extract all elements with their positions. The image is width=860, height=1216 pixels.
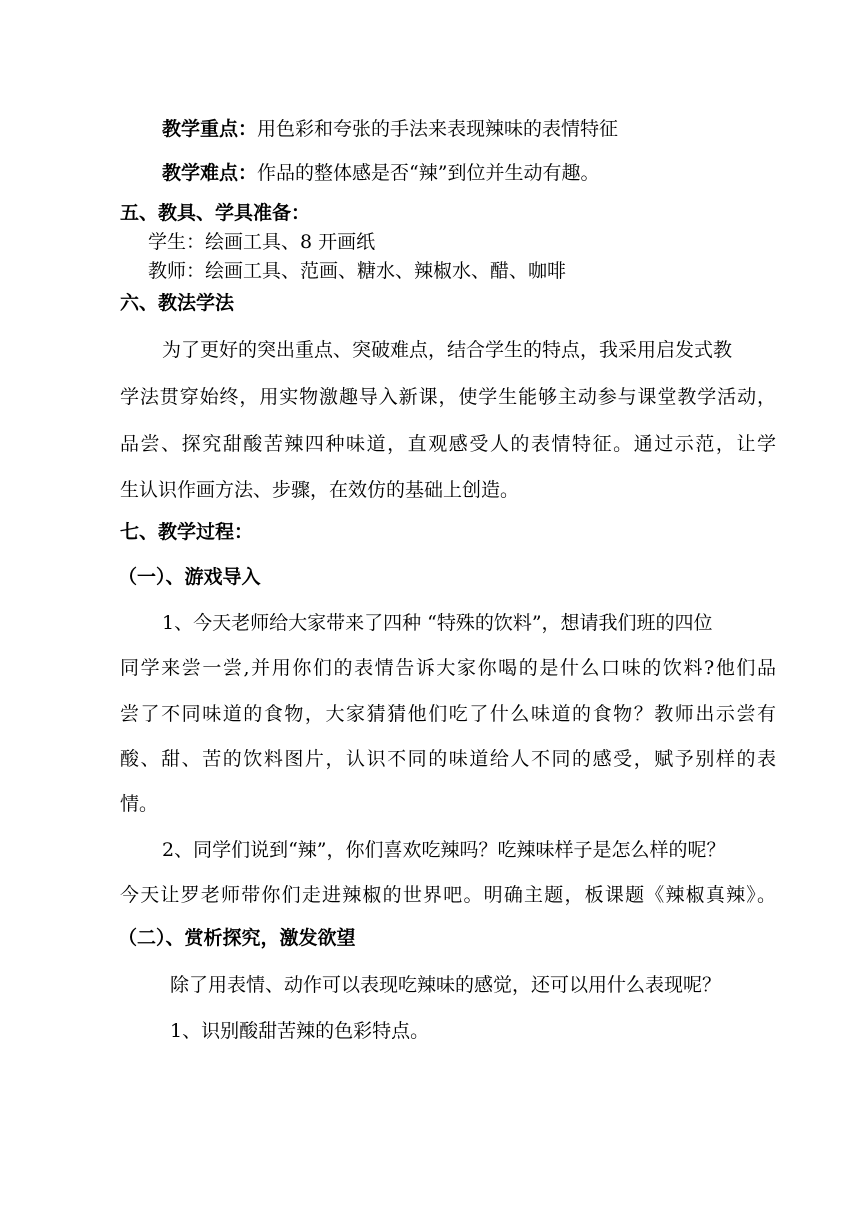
section6-heading: 六、教法学法: [120, 292, 235, 314]
part1-para1-line: 1、今天老师给大家带来了四种 “特殊的饮料”，想请我们班的四位: [162, 612, 713, 634]
key-point: [162, 116, 618, 142]
section6-line: 为了更好的突出重点、突破难点，结合学生的特点，我采用启发式教: [162, 339, 733, 361]
part1-para2-line: 今天让罗老师带你们走进辣椒的世界吧。明确主题，板课题《辣椒真辣》。: [120, 884, 776, 906]
section7-heading: 七、教学过程：: [120, 521, 254, 543]
part1-para2-line: 2、同学们说到“辣”，你们喜欢吃辣吗？吃辣味样子是怎么样的呢？: [162, 839, 726, 861]
part2-line: 1、识别酸甜苦辣的色彩特点。: [170, 1020, 430, 1042]
difficult-point: [162, 160, 599, 186]
part2-line: 除了用表情、动作可以表现吃辣味的感觉，还可以用什么表现呢？: [170, 974, 722, 996]
key-point-text: 用色彩和夸张的手法来表现辣味的表情特征: [257, 118, 619, 140]
difficult-point-label: 教学难点：: [162, 162, 258, 184]
section5-teacher: 教师：绘画工具、范画、糖水、辣椒水、醋、咖啡: [148, 260, 567, 282]
part2-heading: （二）、赏析探究，激发欲望: [118, 927, 356, 949]
section6-line: 品尝、探究甜酸苦辣四种味道，直观感受人的表情特征。通过示范，让学: [120, 433, 776, 455]
part1-para1-line: 情。: [120, 793, 159, 815]
difficult-point-text: 作品的整体感是否“辣”到位并生动有趣。: [257, 162, 600, 184]
key-point-label: 教学重点：: [162, 118, 258, 140]
section6-line: 学法贯穿始终，用实物激趣导入新课，使学生能够主动参与课堂教学活动，: [120, 386, 776, 408]
part1-heading: （一）、游戏导入: [118, 566, 261, 588]
section5-heading: 五、教具、学具准备：: [120, 202, 311, 224]
part1-para1-line: 尝了不同味道的食物，大家猜猜他们吃了什么味道的食物？教师出示尝有: [120, 703, 776, 725]
section5-student: 学生：绘画工具、8 开画纸: [148, 231, 376, 253]
part1-para1-line: 酸、甜、苦的饮料图片，认识不同的味道给人不同的感受，赋予别样的表: [120, 748, 776, 770]
section6-line: 生认识作画方法、步骤，在效仿的基础上创造。: [120, 479, 520, 501]
part1-para1-line: 同学来尝一尝,并用你们的表情告诉大家你喝的是什么口味的饮料?他们品: [120, 657, 776, 679]
